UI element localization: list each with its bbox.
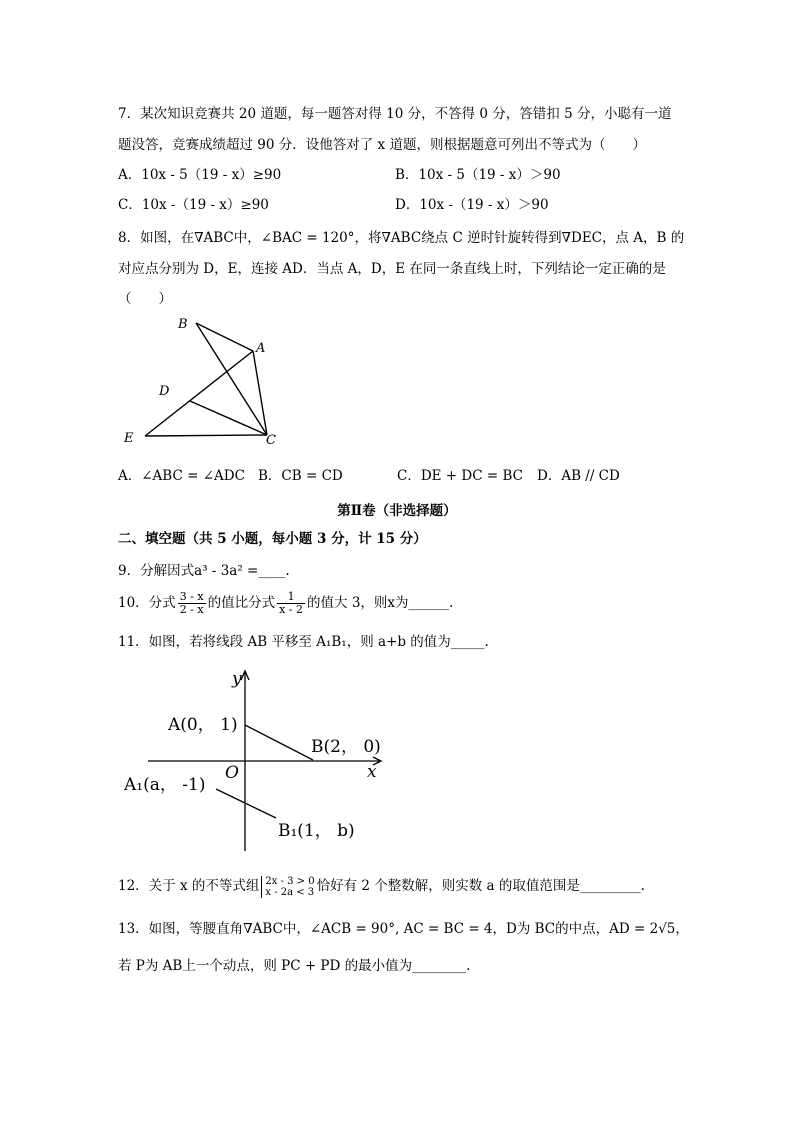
q7-option-a: A．10x - 5（19 - x）≥90 bbox=[118, 167, 282, 183]
q7-option-b: B．10x - 5（19 - x）＞90 bbox=[395, 167, 561, 183]
q7-line1: 7．某次知识竞赛共 20 道题，每一题答对得 10 分，不答得 0 分，答错扣 5 分，小聪有一道 bbox=[118, 106, 672, 122]
q8-triangle-diagram bbox=[110, 310, 300, 455]
q7-option-c: C．10x -（19 - x）≥90 bbox=[118, 197, 269, 213]
q13-line1: 13．如图，等腰直角∇ABC中，∠ACB = 90°, AC = BC = 4，D为 BC的中点，AD = 2√5， bbox=[118, 921, 689, 937]
q8-label-a: A bbox=[256, 341, 266, 356]
q10-mid: 的值比分式 bbox=[207, 595, 276, 611]
q8-label-b: B bbox=[178, 317, 188, 332]
q8-option-c: C．DE + DC = BC bbox=[397, 468, 523, 484]
q11-coordinate-diagram bbox=[118, 660, 398, 855]
q11-label-a: A(0， 1) bbox=[168, 715, 238, 735]
q10-pre: 10．分式 bbox=[118, 595, 176, 611]
q11-axis-x: x bbox=[367, 762, 377, 782]
q10-fraction-2: $\frac{1}{x - 2}$ bbox=[279, 590, 304, 616]
q11-text: 11．如图，若将线段 AB 平移至 A₁B₁，则 a+b 的值为_____. bbox=[118, 634, 489, 650]
q8-label-e: E bbox=[124, 431, 134, 446]
q8-option-a: A．∠ABC = ∠ADC bbox=[118, 468, 245, 484]
q12-inequality-system: 2x - 3 > 0 x - 2a < 3 bbox=[261, 876, 314, 898]
q11-axis-y: y bbox=[232, 669, 242, 689]
q10-fraction-1: $\frac{3 - x}{2 - x}$ bbox=[179, 590, 204, 616]
section-heading: 二、填空题（共 5 小题，每小题 3 分，计 15 分） bbox=[118, 531, 427, 547]
q11-label-b1: B₁(1， b) bbox=[278, 821, 355, 841]
q12-line bbox=[118, 873, 645, 899]
q9-text: 9．分解因式a³ - 3a² =____. bbox=[118, 563, 290, 579]
q7-line2: 题没答，竞赛成绩超过 90 分．设他答对了 x 道题，则根据题意可列出不等式为（ ） bbox=[118, 137, 646, 153]
q10-post: 的值大 3，则x为______. bbox=[307, 595, 454, 611]
q7-option-d: D．10x -（19 - x）＞90 bbox=[395, 197, 549, 213]
q8-label-d: D bbox=[159, 384, 170, 399]
q8-line1: 8．如图，在∇ABC中，∠BAC = 120°，将∇ABC绕点 C 逆时针旋转得到∇DEC，点 A，B 的 bbox=[118, 230, 685, 246]
q12-pre: 12．关于 x 的不等式组 bbox=[118, 878, 260, 894]
q8-line3: （ ） bbox=[118, 291, 172, 307]
q13-line2: 若 P为 AB上一个动点，则 PC + PD 的最小值为________. bbox=[118, 958, 471, 974]
q11-label-b: B(2， 0) bbox=[311, 737, 381, 757]
q12-post: 恰好有 2 个整数解，则实数 a 的取值范围是_________. bbox=[316, 878, 645, 894]
q11-origin: O bbox=[225, 763, 239, 783]
q8-line2: 对应点分别为 D，E，连接 AD．当点 A，D，E 在同一条直线上时，下列结论一定正确的是 bbox=[118, 261, 666, 277]
q11-label-a1: A₁(a， -1) bbox=[124, 775, 206, 795]
q8-label-c: C bbox=[266, 433, 276, 448]
section-title: 第Ⅱ卷（非选择题） bbox=[337, 503, 457, 519]
q10-line bbox=[118, 589, 453, 617]
q8-option-b: B．CB = CD bbox=[258, 468, 343, 484]
q8-option-d: D．AB // CD bbox=[537, 468, 620, 484]
